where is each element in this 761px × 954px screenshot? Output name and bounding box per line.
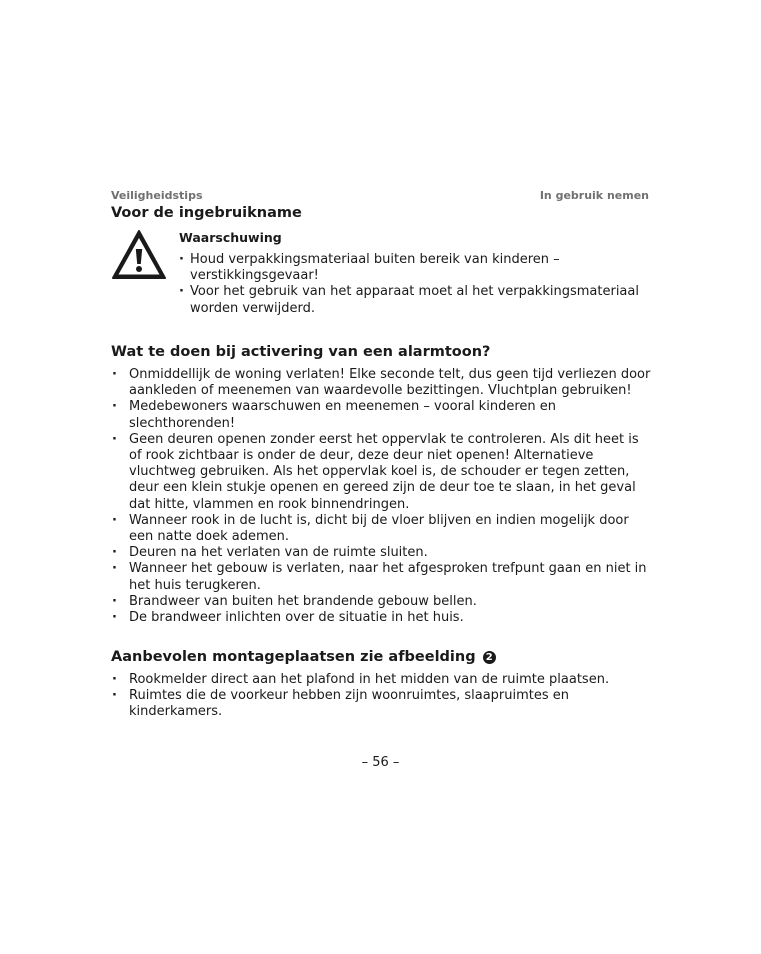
section-title-mounting <box>111 649 496 665</box>
list-item: · Brandweer van buiten het brandende gebouw bellen. <box>112 594 652 610</box>
section-title-mounting-text: Aanbevolen montageplaatsen zie afbeelding <box>111 649 476 665</box>
warning-item: · Houd verpakkingsmateriaal buiten bereik van kinderen – verstikkingsgevaar! <box>179 252 649 284</box>
page-number: – 56 – <box>361 755 400 770</box>
warning-title: Waarschuwing <box>179 230 282 245</box>
running-header-left: Veiligheidstips <box>111 189 203 202</box>
running-header-right: In gebruik nemen <box>539 189 649 202</box>
list-item: · Geen deuren openen zonder eerst het oppervlak te controleren. Als dit heet is of rook zichtbaar is onder de deur, deze deur niet openen! Alternatieve vluchtweg gebruiken. Als het oppervlak koel is, de schouder er tegen zetten, deur een klein stukje openen en gereed zijn de deur toe te slaan, in het geval dat hitte, vlammen en rook binnendringen. <box>112 432 652 513</box>
figure-reference-badge: 2 <box>483 651 496 664</box>
list-item: · Ruimtes die de voorkeur hebben zijn woonruimtes, slaapruimtes en kinderkamers. <box>112 688 652 720</box>
section-title-before-use: Voor de ingebruikname <box>111 205 302 221</box>
list-item: · Deuren na het verlaten van de ruimte sluiten. <box>112 545 652 561</box>
warning-list <box>179 252 649 317</box>
list-item: · Rookmelder direct aan het plafond in het midden van de ruimte plaatsen. <box>112 672 652 688</box>
list-item: · Wanneer rook in de lucht is, dicht bij de vloer blijven en indien mogelijk door een natte doek ademen. <box>112 513 652 545</box>
warning-triangle-icon <box>111 229 167 281</box>
list-item: · Wanneer het gebouw is verlaten, naar het afgesproken trefpunt gaan en niet in het huis terugkeren. <box>112 561 652 593</box>
warning-item: · Voor het gebruik van het apparaat moet al het verpakkingsmateriaal worden verwijderd. <box>179 284 649 316</box>
list-item: · De brandweer inlichten over de situatie in het huis. <box>112 610 652 626</box>
section-title-alarm: Wat te doen bij activering van een alarmtoon? <box>111 344 491 360</box>
mounting-list <box>112 672 652 721</box>
list-item: · Onmiddellijk de woning verlaten! Elke seconde telt, dus geen tijd verliezen door aankleden of meenemen van waardevolle bezittingen. Vluchtplan gebruiken! <box>112 367 652 399</box>
list-item: · Medebewoners waarschuwen en meenemen – vooral kinderen en slechthorenden! <box>112 399 652 431</box>
alarm-instructions-list <box>112 367 652 626</box>
